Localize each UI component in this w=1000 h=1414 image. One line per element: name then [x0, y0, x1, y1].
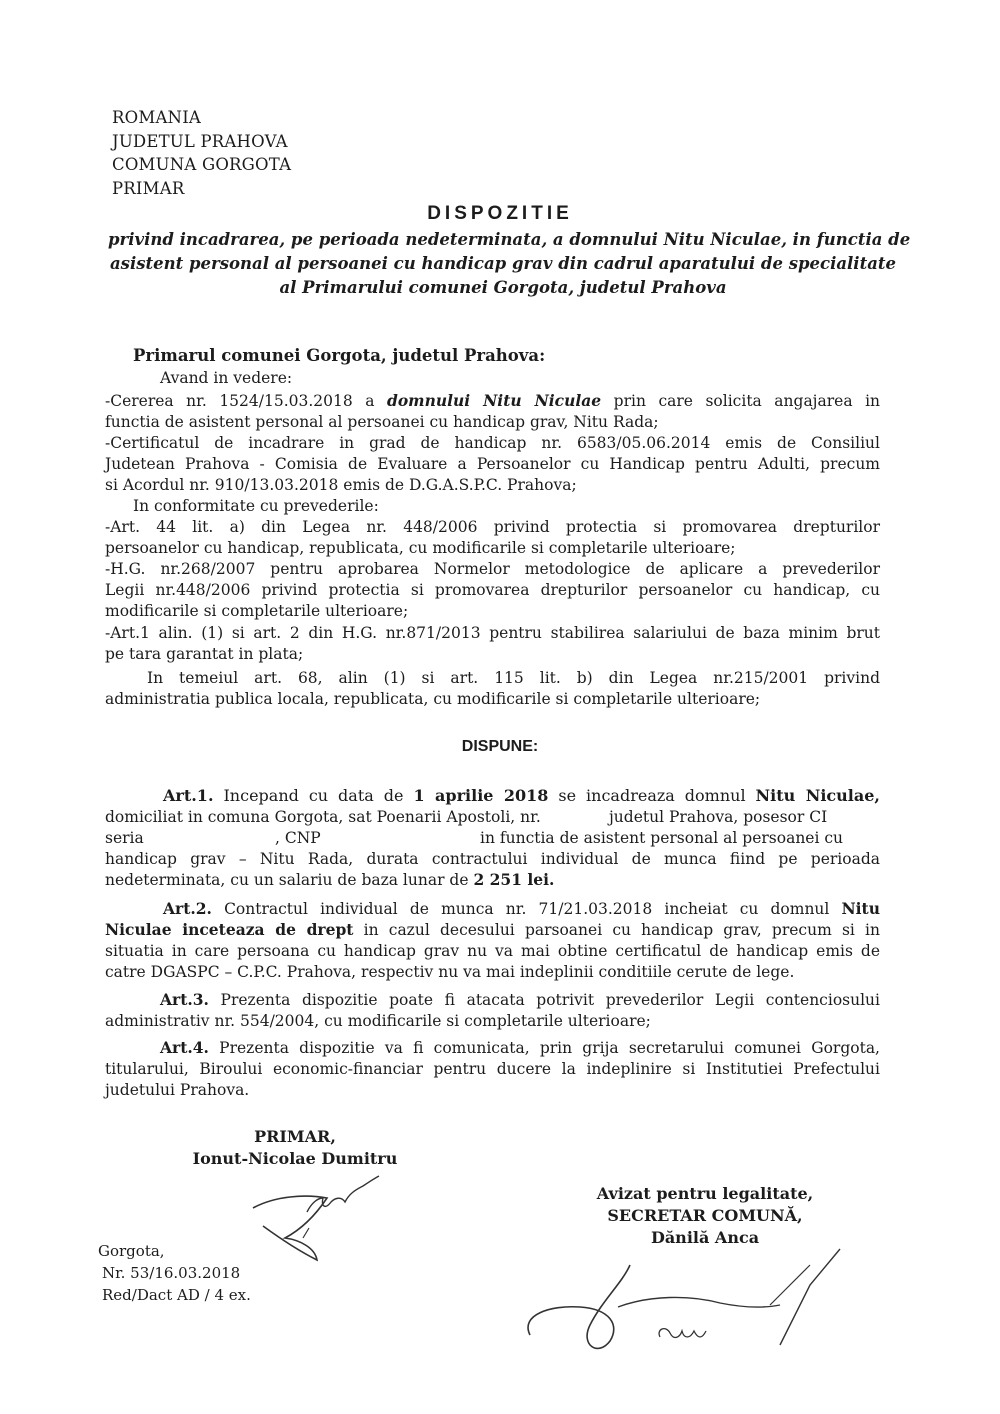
conformity-heading: In conformitate cu prevederile: — [133, 497, 379, 515]
footer-registration-number: Nr. 53/16.03.2018 — [102, 1264, 241, 1282]
article-4-line: judetului Prahova. — [105, 1081, 250, 1099]
request-applicant: domnului Nitu Niculae — [387, 391, 602, 410]
article-2-line — [105, 920, 880, 940]
legal-basis-line: -Art. 44 lit. a) din Legea nr. 448/2006 privind protectia si promovarea drepturilor — [105, 518, 880, 536]
legal-basis-line: modificarile si completarile ulterioare; — [105, 602, 409, 620]
mayor-signature-block — [180, 1126, 410, 1170]
article-1-label: Art.1. — [163, 786, 214, 805]
article-2-text: in cazul decesului parsoanei cu handicap grav, precum si in — [353, 921, 880, 939]
header-county: JUDETUL PRAHOVA — [112, 131, 288, 151]
legal-basis-line: persoanelor cu handicap, republicata, cu modificarile si completarile ulterioare; — [105, 539, 736, 557]
article-2-line: situatia in care persoana cu handicap grav nu va mai obtine certificatul de handicap emis de — [105, 942, 880, 960]
document-title: DISPOZITIE — [427, 203, 573, 224]
secretary-title: SECRETAR COMUNĂ, — [607, 1206, 803, 1225]
footer-place: Gorgota, — [98, 1242, 165, 1260]
article-1-date: 1 aprilie 2018 — [413, 786, 549, 805]
article-1-function: in functia de asistent personal al persoanei cu — [480, 829, 844, 847]
article-4-label: Art.4. — [160, 1038, 209, 1057]
article-1-id-text: judetul Prahova, posesor CI — [609, 808, 828, 826]
header-commune: COMUNA GORGOTA — [112, 155, 292, 174]
article-1-line: handicap grav – Nitu Rada, durata contractului individual de munca fiind pe perioada — [105, 850, 880, 868]
certificate-line: Judetean Prahova - Comisia de Evaluare a Persoanelor cu Handicap pentru Adulti, precum — [105, 455, 880, 473]
article-2-name: Nitu — [841, 899, 880, 918]
subtitle-line: privind incadrarea, pe perioada nedeterminata, a domnului Nitu Niculae, in functia de — [108, 230, 911, 249]
mayor-name: Ionut-Nicolae Dumitru — [192, 1149, 398, 1168]
considering-heading: Avand in vedere: — [160, 369, 293, 387]
article-2-line — [163, 899, 880, 919]
article-2-termination: Niculae inceteaza de drept — [105, 920, 354, 939]
document-subtitle — [108, 228, 911, 300]
article-2-line: catre DGASPC – C.P.C. Prahova, respectiv nu va mai indeplinii conditiile cerute de lege. — [105, 963, 795, 981]
article-1-address: domiciliat in comuna Gorgota, sat Poenarii Apostoli, nr. — [105, 808, 541, 826]
article-1-series: seria — [105, 829, 144, 847]
article-1-period: . — [549, 870, 555, 889]
mayor-title: PRIMAR, — [254, 1127, 336, 1146]
article-1-line — [105, 828, 880, 848]
issuer-header — [112, 106, 291, 200]
article-1-line — [105, 807, 880, 827]
header-office: PRIMAR — [112, 178, 185, 198]
legal-ground-line: administratia publica locala, republicata, cu modificarile si completarile ulterioare; — [105, 690, 761, 708]
subtitle-line: al Primarului comunei Gorgota, judetul Prahova — [279, 278, 727, 297]
legal-basis-line: -H.G. nr.268/2007 pentru aprobarea Normelor metodologice de aplicare a prevederilor — [105, 560, 880, 578]
article-1-line — [163, 786, 880, 806]
subtitle-line: asistent personal al persoanei cu handicap grav din cadrul aparatului de specialitate — [109, 254, 896, 273]
article-3-label: Art.3. — [160, 990, 209, 1009]
article-1-line — [105, 870, 880, 890]
request-text: -Cererea nr. 1524/15.03.2018 a — [105, 392, 387, 410]
article-1-cnp: , CNP — [275, 829, 321, 847]
secretary-signature — [510, 1245, 870, 1385]
mayor-signature — [245, 1168, 385, 1278]
article-2-text: Contractul individual de munca nr. 71/21.03.2018 incheiat cu domnul — [211, 900, 842, 918]
legal-basis-line: pe tara garantat in plata; — [105, 645, 304, 663]
article-1-text: se incadreaza domnul — [548, 786, 756, 805]
request-line — [105, 391, 880, 411]
request-line-2: functia de asistent personal al persoanei cu handicap grav, Nitu Rada; — [105, 413, 659, 431]
article-4-text: Prezenta dispozitie va fi comunicata, prin grija secretarului comunei Gorgota, — [208, 1039, 880, 1057]
article-4-line — [160, 1038, 880, 1058]
legal-ground-line: In temeiul art. 68, alin (1) si art. 115 lit. b) din Legea nr.215/2001 privind — [147, 669, 880, 687]
article-1-salary-text: nedeterminata, cu un salariu de baza lunar de — [105, 871, 474, 889]
article-3-line: administrativ nr. 554/2004, cu modificarile si completarile ulterioare; — [105, 1012, 651, 1030]
article-1-text: Incepand cu data de — [213, 786, 414, 805]
certificate-line: -Certificatul de incadrare in grad de handicap nr. 6583/05.06.2014 emis de Consiliul — [105, 434, 880, 452]
header-country: ROMANIA — [112, 108, 202, 127]
certificate-line: si Acordul nr. 910/13.03.2018 emis de D.G.A.S.P.C. Prahova; — [105, 476, 577, 494]
footer-drafting-note: Red/Dact AD / 4 ex. — [102, 1286, 251, 1304]
secretary-approval: Avizat pentru legalitate, — [596, 1184, 814, 1203]
article-1-salary: 2 251 lei — [473, 870, 550, 889]
request-text-end: prin care solicita angajarea in — [601, 392, 881, 410]
dispune-heading: DISPUNE: — [461, 738, 539, 755]
document-footer — [98, 1240, 251, 1306]
issuer-statement: Primarul comunei Gorgota, judetul Prahova: — [133, 346, 546, 365]
article-4-line: titularului, Biroului economic-financiar pentru ducere la indeplinire si Institutiei Prefectului — [105, 1060, 880, 1078]
article-1-name: Nitu Niculae, — [755, 786, 880, 805]
legal-basis-line: Legii nr.448/2006 privind protectia si promovarea drepturilor persoanelor cu handicap, cu — [105, 581, 880, 599]
article-3-line — [160, 990, 880, 1010]
legal-basis-line: -Art.1 alin. (1) si art. 2 din H.G. nr.871/2013 pentru stabilirea salariului de baza minim brut — [105, 624, 880, 642]
article-3-text: Prezenta dispozitie poate fi atacata potrivit prevederilor Legii contenciosului — [208, 991, 880, 1009]
article-2-label: Art.2. — [163, 899, 212, 918]
secretary-name: Dănilă Anca — [650, 1228, 760, 1247]
secretary-signature-block — [560, 1183, 850, 1249]
